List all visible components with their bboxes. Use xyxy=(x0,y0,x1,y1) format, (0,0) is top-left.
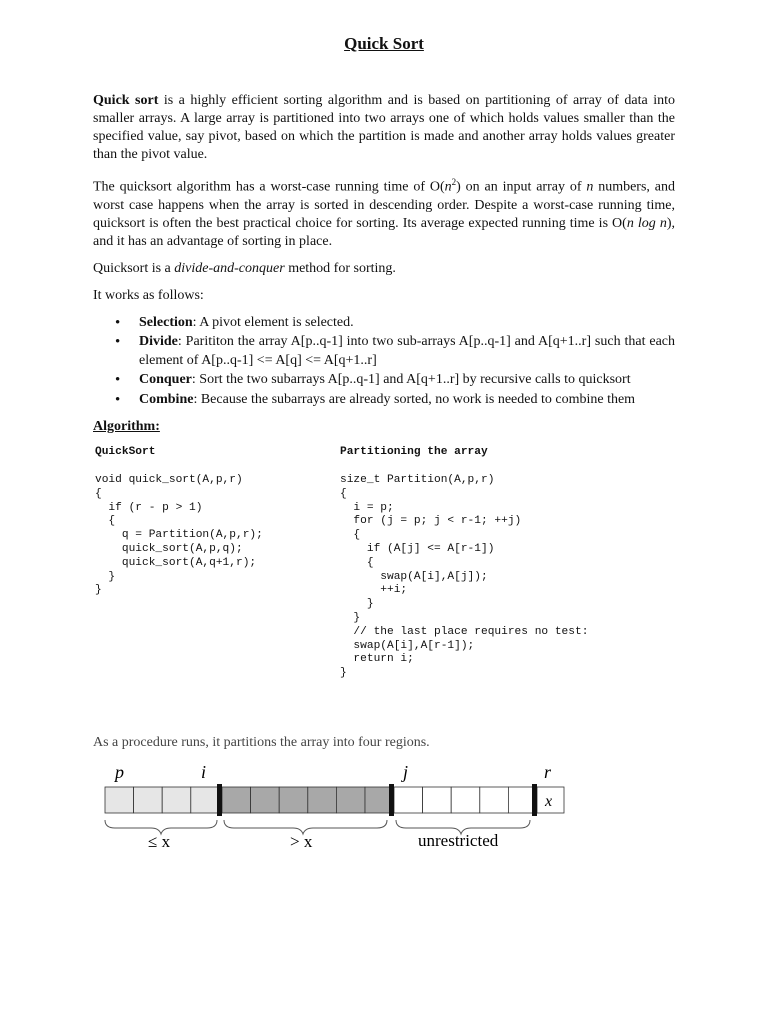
dc-emphasis: divide-and-conquer xyxy=(174,260,285,276)
cell-unrestricted xyxy=(480,787,509,813)
divider-r xyxy=(532,784,537,816)
quicksort-code: void quick_sort(A,p,r) { if (r - p > 1) { q = Partition(A,p,r); quick_sort(A,p,q); quick_sort(A,q+1,r); } } xyxy=(95,473,263,597)
region-unrestricted-label: unrestricted xyxy=(418,831,499,850)
complexity-text-3: numbers, and worst case happens when the array is sorted in descending order. Despite a worst-case running time, quicksort is often the best practical choice for sorting. Its average expected running time is O( xyxy=(93,179,675,231)
label-i: i xyxy=(201,762,207,782)
n-variable: n xyxy=(444,179,452,195)
quicksort-code-title: QuickSort xyxy=(95,446,156,459)
step-text: : Because the subarrays are already sorted, no work is needed to combine them xyxy=(193,391,636,407)
cell-le-x xyxy=(134,787,163,813)
complexity-text-1: The quicksort algorithm has a worst-case running time of O( xyxy=(93,179,445,195)
dc-text-2: method for sorting. xyxy=(284,260,396,276)
divider-i xyxy=(217,784,222,816)
diagram-caption: As a procedure runs, it partitions the array into four regions. xyxy=(93,735,430,750)
intro-text: is a highly efficient sorting algorithm and is based on partitioning of array of data into smaller arrays. A large array is partitioned into two arrays one of which holds values smaller than the specified value, say pivot, based on which the partition is made and another array holds values greater than the pivot value. xyxy=(93,93,675,162)
quicksort-code-column xyxy=(95,446,263,598)
nlogn-expression: n log n xyxy=(626,215,667,231)
cell-unrestricted xyxy=(423,787,452,813)
exponent: 2 xyxy=(451,177,457,187)
step-term: Selection xyxy=(139,314,193,330)
cell-unrestricted xyxy=(451,787,480,813)
n-variable-2: n xyxy=(586,179,594,195)
partition-code-column xyxy=(340,446,588,681)
complexity-text-4: ), and it has an advantage of sorting in place. xyxy=(93,215,676,249)
label-p: p xyxy=(115,762,124,782)
partition-code-title: Partitioning the array xyxy=(340,446,488,459)
cell-gt-x xyxy=(251,787,280,813)
pivot-cell-label: x xyxy=(545,793,553,810)
partition-diagram xyxy=(93,758,573,858)
list-item xyxy=(139,314,675,333)
label-j: j xyxy=(403,762,409,782)
region-gt-label: > x xyxy=(290,832,313,851)
array-cells xyxy=(105,787,564,813)
step-term: Combine xyxy=(139,391,194,407)
intro-paragraph xyxy=(93,92,675,164)
step-term: Conquer xyxy=(139,372,192,388)
label-r: r xyxy=(544,762,552,782)
step-text: : A pivot element is selected. xyxy=(192,314,354,330)
cell-gt-x xyxy=(222,787,251,813)
document-page xyxy=(93,34,675,686)
cell-le-x xyxy=(162,787,191,813)
dc-text-1: Quicksort is a xyxy=(93,260,175,276)
step-term: Divide xyxy=(139,334,178,350)
divide-conquer-paragraph xyxy=(93,260,675,278)
step-text: : Parititon the array A[p..q-1] into two sub-arrays A[p..q-1] and A[q+1..r] such that each element of A[p..q-1] <= A[q] <= A[q+1..r] xyxy=(139,334,675,368)
complexity-text-2: ) on an input array of xyxy=(456,179,587,195)
list-item xyxy=(139,371,675,390)
quick-sort-term: Quick sort xyxy=(93,93,159,108)
cell-le-x xyxy=(105,787,134,813)
cell-unrestricted xyxy=(394,787,423,813)
divider-j xyxy=(389,784,394,816)
steps-list xyxy=(93,314,675,410)
cell-gt-x xyxy=(336,787,365,813)
partition-code: size_t Partition(A,p,r) { i = p; for (j = p; j < r-1; ++j) { if (A[j] <= A[r-1]) { swap(A[i],A[j]); ++i; } } // the last place requires no test: swap(A[i],A[r-1]); return i; } xyxy=(340,473,589,680)
list-item xyxy=(139,333,675,370)
step-text: : Sort the two subarrays A[p..q-1] and A[q+1..r] by recursive calls to quicksort xyxy=(191,372,631,388)
cell-le-x xyxy=(191,787,220,813)
cell-gt-x xyxy=(279,787,308,813)
complexity-paragraph xyxy=(93,173,675,251)
region-le-label: ≤ x xyxy=(148,832,171,851)
code-section xyxy=(93,446,675,686)
algorithm-heading: Algorithm: xyxy=(93,419,160,435)
list-item xyxy=(139,391,675,410)
works-as-follows: It works as follows: xyxy=(93,287,204,303)
cell-gt-x xyxy=(308,787,337,813)
page-title: Quick Sort xyxy=(344,34,424,53)
